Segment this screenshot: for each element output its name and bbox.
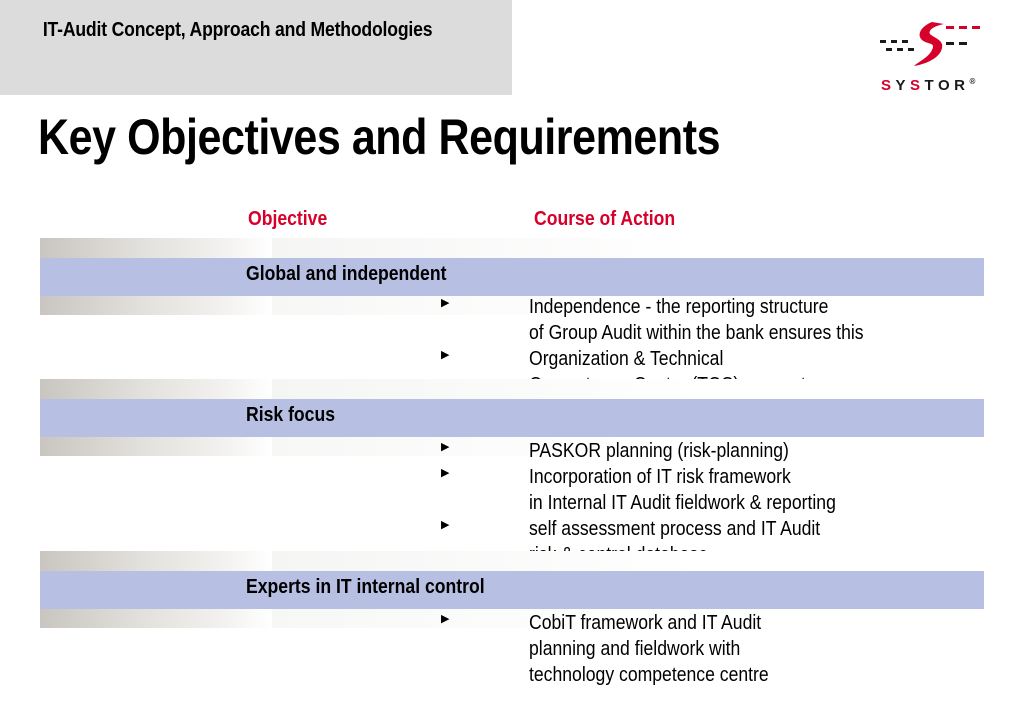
bullet-arrow-icon: ▶ <box>441 613 450 625</box>
bullet-arrow-icon: ▶ <box>441 519 450 531</box>
section-band <box>40 258 984 296</box>
section-band <box>40 399 984 437</box>
bullet-arrow-icon: ▶ <box>441 297 450 309</box>
bullet-arrow-icon: ▶ <box>441 349 450 361</box>
section-label: Global and independent <box>246 263 447 285</box>
action-line: self assessment process and IT Audit <box>529 518 821 540</box>
column-header-course-of-action: Course of Action <box>534 208 676 230</box>
action-line: planning and fieldwork with <box>529 638 741 660</box>
action-line: PASKOR planning (risk-planning) <box>529 440 789 462</box>
section-label: Risk focus <box>246 404 336 426</box>
action-line: Independence - the reporting structure <box>529 296 829 318</box>
column-header-objective: Objective <box>248 208 328 230</box>
action-line: CobiT framework and IT Audit <box>529 612 762 634</box>
action-line: in Internal IT Audit fieldwork & reporting <box>529 492 836 514</box>
action-line: of Group Audit within the bank ensures this <box>529 322 864 344</box>
header-box <box>0 0 512 95</box>
action-line: technology competence centre <box>529 664 769 686</box>
systor-wordmark: SYSTOR® <box>881 77 976 94</box>
section-band <box>40 571 984 609</box>
header-title: IT-Audit Concept, Approach and Methodologies <box>42 19 433 41</box>
section-label: Experts in IT internal control <box>246 576 485 598</box>
bullet-arrow-icon: ▶ <box>441 441 450 453</box>
action-line: Incorporation of IT risk framework <box>529 466 791 488</box>
page-title: Key Objectives and Requirements <box>38 109 721 165</box>
bullet-arrow-icon: ▶ <box>441 467 450 479</box>
action-line: Organization & Technical <box>529 348 724 370</box>
